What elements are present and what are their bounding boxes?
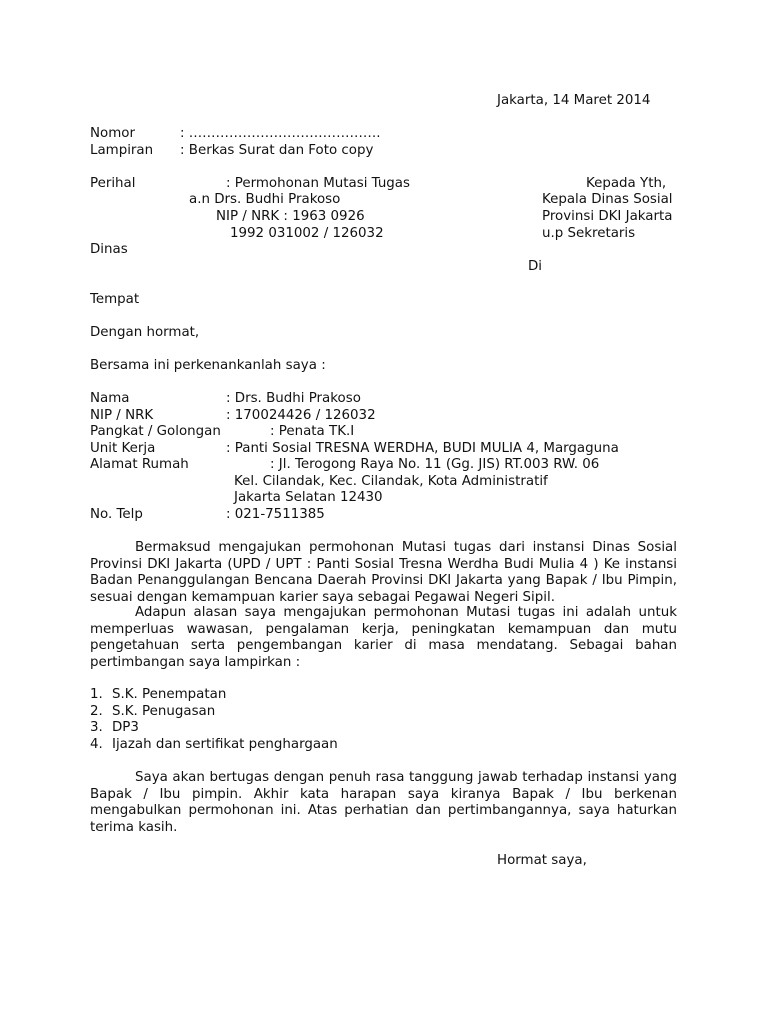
nip-label: NIP / NRK [90,408,154,423]
body-paragraph-1-text: Bermaksud mengajukan permohonan Mutasi tugas dari instansi Dinas Sosial Provinsi DKI Jakarta (UPD / UPT : Panti Sosial Tresna Werdha Budi Mulia 4 ) Ke instansi Badan Penanggulangan Bencana Daerah Provinsi DKI Jakarta yang Bapak / Ibu Pimpin, sesuai dengan kemampuan karier saya sebagai Pegawai Negeri Sipil. [90,540,677,605]
recipient-province: Provinsi DKI Jakarta [542,209,673,224]
list-item-text: S.K. Penugasan [112,703,216,719]
list-item [90,687,338,704]
nomor-label: Nomor [90,126,135,141]
pangkat-label: Pangkat / Golongan [90,424,221,439]
unit-label: Unit Kerja [90,441,156,456]
intro-line: Bersama ini perkenankanlah saya : [90,358,326,373]
recipient-greeting: Kepada Yth, [586,176,667,191]
recipient-tempat: Tempat [90,292,140,307]
alamat-line2: Kel. Cilandak, Kec. Cilandak, Kota Administratif [234,474,548,489]
perihal-nip2: 1992 031002 / 126032 [230,226,384,241]
recipient-di: Di [528,259,543,274]
recipient-attention: u.p Sekretaris [542,226,636,241]
list-item [90,737,338,754]
perihal-an: a.n Drs. Budhi Prakoso [189,192,341,207]
recipient-office: Kepala Dinas Sosial [542,192,673,207]
body-paragraph-2-text: Adapun alasan saya mengajukan permohonan Mutasi tugas ini adalah untuk memperluas wawasan, pengalaman kerja, peningkatan kemampuan dan mutu pengetahuan serta pengembangan karier di masa mendatang. Sebagai bahan pertimbangan saya lampirkan : [90,605,677,670]
unit-value: : Panti Sosial TRESNA WERDHA, BUDI MULIA 4, Margaguna [226,441,619,456]
alamat-value: : Jl. Terogong Raya No. 11 (Gg. JIS) RT.003 RW. 06 [270,457,600,472]
pangkat-value: : Penata TK.I [270,424,355,439]
list-item-text: S.K. Penempatan [112,687,227,702]
attachment-list [90,687,338,753]
lampiran-value: : Berkas Surat dan Foto copy [180,143,374,158]
list-item [90,704,338,721]
list-item-number: 2. [90,703,103,719]
nama-label: Nama [90,391,130,406]
perihal-value: : Permohonan Mutasi Tugas [226,176,410,191]
body-paragraph-3 [90,770,677,836]
list-item-number: 4. [90,736,103,752]
list-item [90,720,338,737]
list-item-text: Ijazah dan sertifikat penghargaan [112,736,338,752]
date-line: Jakarta, 14 Maret 2014 [497,93,651,108]
closing: Hormat saya, [497,853,587,868]
list-item-number: 3. [90,720,103,735]
perihal-label: Perihal [90,176,136,191]
nama-value: : Drs. Budhi Prakoso [226,391,361,406]
recipient-dinas: Dinas [90,242,128,257]
lampiran-label: Lampiran [90,143,154,158]
perihal-nip: NIP / NRK : 1963 0926 [216,209,365,224]
body-paragraph-3-text: Saya akan bertugas dengan penuh rasa tanggung jawab terhadap instansi yang Bapak / Ibu pimpin. Akhir kata harapan saya kiranya Bapak / Ibu berkenan mengabulkan permohonan ini. Atas perhatian dan pertimbangannya, saya haturkan terima kasih. [90,770,677,835]
salutation: Dengan hormat, [90,325,200,340]
list-item-number: 1. [90,687,103,702]
telp-value: : 021-7511385 [226,507,325,522]
telp-label: No. Telp [90,507,143,522]
body-paragraph-1 [90,540,677,606]
nip-value: : 170024426 / 126032 [226,408,376,423]
alamat-line3: Jakarta Selatan 12430 [234,490,383,505]
alamat-label: Alamat Rumah [90,457,189,472]
list-item-text: DP3 [112,720,139,735]
body-paragraph-2 [90,605,677,671]
nomor-value: : ……………………………………. [180,126,381,141]
